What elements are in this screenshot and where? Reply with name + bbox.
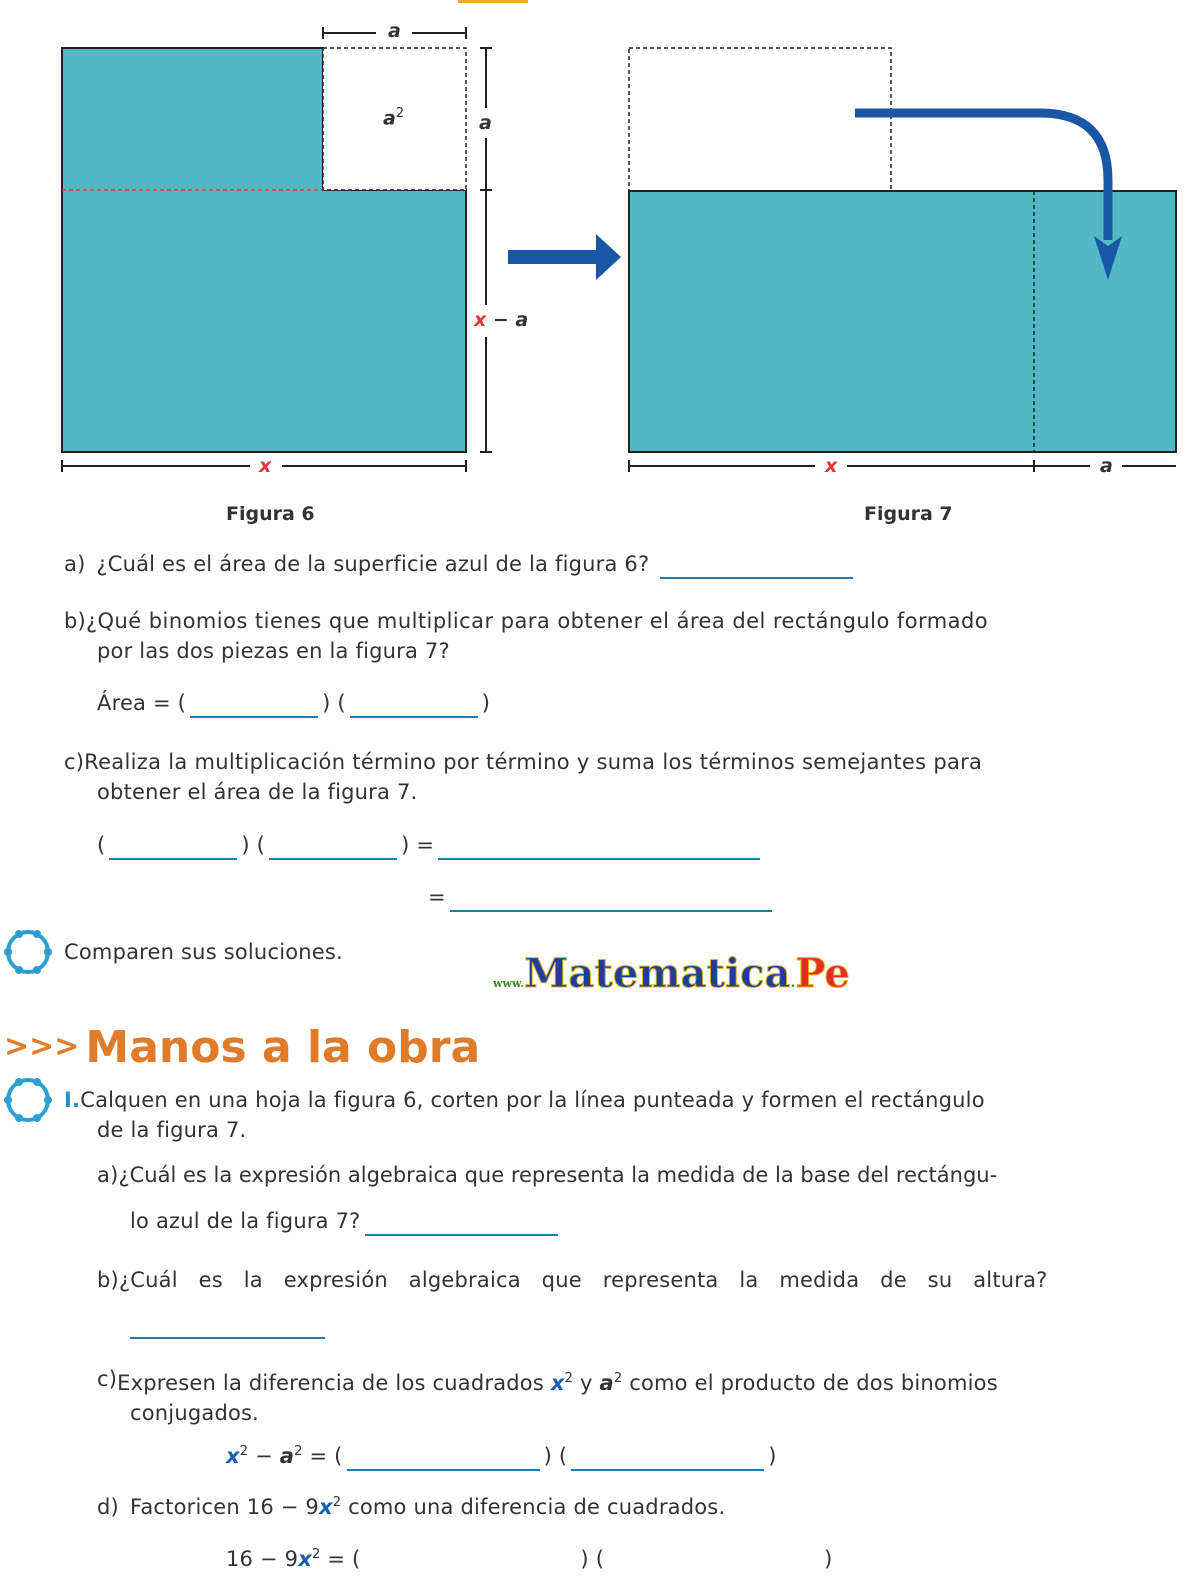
- product-equation: ( ) ( ) =: [97, 830, 764, 860]
- answer-blank-conj-1[interactable]: [347, 1447, 540, 1471]
- fig7-caption: Figura 7: [864, 503, 953, 525]
- answer-blank-simplified[interactable]: [450, 888, 772, 912]
- answer-blank-area-1[interactable]: [190, 694, 318, 718]
- fig7-bottom-a-label: a: [1100, 455, 1113, 477]
- fig6-square-label: $a^2$: [383, 106, 405, 130]
- question-a: a) ¿Cuál es el área de la superficie azul de la figura 6?: [64, 549, 857, 579]
- section-heading: >>> Manos a la obra: [4, 1022, 481, 1073]
- fig7-ghost-square: [629, 48, 891, 191]
- activity-question-c: c) Expresen la diferencia de los cuadrados $x^2$ y $a^2$ como el producto de dos binomios conjugados.: [97, 1367, 998, 1425]
- transition-arrow: [508, 234, 621, 280]
- answer-blank-prod-result[interactable]: [438, 836, 760, 860]
- question-b: b) ¿Qué binomios tienes que multiplicar para obtener el área del rectángulo formado por las dos piezas en la figura 7?: [64, 609, 989, 663]
- fig6-right-xa-label: x − a: [474, 309, 529, 331]
- activity-intro: I. Calquen en una hoja la figura 6, corten por la línea punteada y formen el rectángulo de la figura 7.: [64, 1088, 985, 1142]
- answer-blank-qa[interactable]: [660, 555, 853, 579]
- answer-blank-conj-2[interactable]: [571, 1447, 764, 1471]
- team-work-icon-2: [2, 1076, 54, 1124]
- factor-equation: $16 - 9x^2$ = ( ) ( ): [226, 1547, 833, 1571]
- fig6-right-a-label: a: [479, 112, 492, 134]
- answer-blank-prod-1[interactable]: [109, 836, 237, 860]
- simplified-equation: =: [428, 882, 776, 912]
- figures-diagram: [0, 0, 1185, 500]
- fig7-blue-rectangle: [629, 191, 1176, 452]
- team-work-icon: [2, 928, 54, 976]
- fig7-bottom-x-label: x: [825, 455, 838, 477]
- activity-question-d: d) Factoricen $16 - 9x^2$ como una diferencia de cuadrados.: [97, 1495, 726, 1519]
- fig6-bottom-x-label: x: [259, 455, 272, 477]
- answer-blank-base[interactable]: [365, 1212, 558, 1236]
- activity-question-a: a) ¿Cuál es la expresión algebraica que representa la medida de la base del rectángu- lo azul de la figura 7?: [97, 1160, 945, 1236]
- matematica-pe-logo: www.Matematica.Pe: [493, 950, 850, 997]
- fig6-caption: Figura 6: [226, 503, 315, 525]
- activity-question-b: b) ¿Cuál es la expresión algebraica que representa la medida de su altura?: [97, 1268, 1048, 1292]
- fig6-top-a-label: a: [388, 20, 401, 42]
- conjugate-equation: $x^2 - a^2$ = ( ) ( ): [226, 1437, 777, 1471]
- answer-blank-area-2[interactable]: [350, 694, 478, 718]
- question-c: c) Realiza la multiplicación término por término y suma los términos semejantes para obtener el área de la figura 7.: [64, 750, 983, 804]
- area-equation: Área = ( ) ( ): [97, 688, 490, 718]
- answer-blank-prod-2[interactable]: [269, 836, 397, 860]
- compare-text: Comparen sus soluciones.: [64, 940, 343, 964]
- answer-blank-height[interactable]: [130, 1337, 325, 1339]
